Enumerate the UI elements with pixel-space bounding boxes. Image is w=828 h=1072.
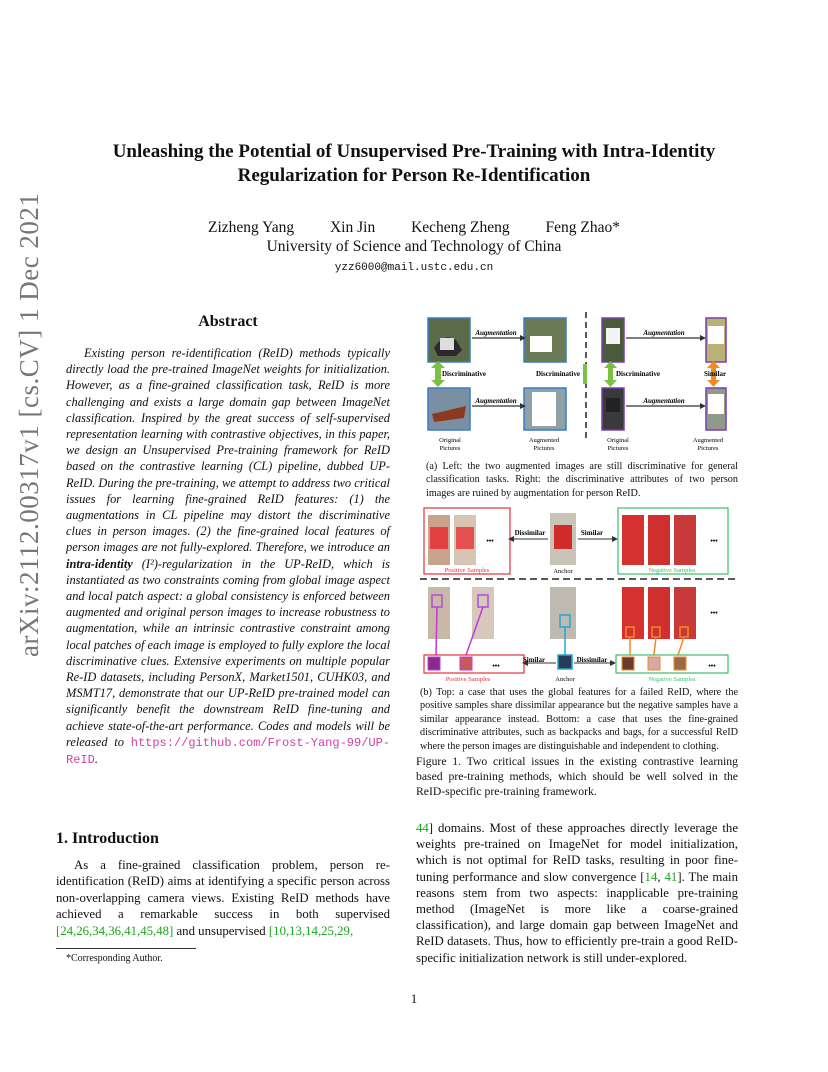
author: Kecheng Zheng — [411, 219, 510, 236]
svg-text:Negative Samples: Negative Samples — [648, 676, 696, 683]
abstract-heading: Abstract — [198, 313, 258, 330]
positive-label: Positive Samples — [444, 567, 490, 574]
svg-text:Similar: Similar — [522, 656, 546, 664]
svg-text:Similar: Similar — [580, 529, 604, 537]
arxiv-id: arXiv:2112.00317v1 [cs.CV] 1 Dec 2021 — [14, 192, 44, 657]
footnote-rule — [56, 948, 196, 949]
svg-text:Dissimilar: Dissimilar — [576, 656, 608, 664]
svg-text:•••: ••• — [710, 537, 718, 545]
citation[interactable]: [24,26,34,36,41,45,48] — [56, 923, 174, 938]
author: Feng Zhao* — [545, 219, 620, 236]
figure-1a — [416, 310, 738, 460]
svg-text:Augmentation: Augmentation — [643, 329, 685, 337]
svg-text:Discriminative: Discriminative — [616, 370, 660, 378]
code-link[interactable]: https://github.com/Frost-Yang-99/UP-ReID — [66, 735, 390, 768]
svg-text:•••: ••• — [708, 662, 716, 670]
svg-text:Augmented: Augmented — [692, 437, 724, 444]
author: Zizheng Yang — [208, 219, 295, 236]
arxiv-stamp — [0, 0, 52, 1072]
anchor-label: Anchor — [553, 568, 573, 575]
right-column-text: 44] domains. Most of these approaches directly leverage the weights pre-trained on ImageNet for model initialization, which is not optimal for ReID tasks, resulting in poor fine-tuning performance and slow convergence [14, 41]. The main reasons stem from two aspects: inapplicable pre-training method (ImageNet is more like a coarse-grained classification), and large domain gap between ImageNet and ReID datasets. Thus, how to efficiently pre-train a good ReID-specific initialization network is still under-explored. — [416, 821, 738, 965]
similar-label: Similar — [704, 370, 727, 378]
augmentation-label: Augmentation — [475, 329, 517, 337]
discriminative-label: Discriminative — [536, 370, 580, 378]
svg-text:Anchor: Anchor — [555, 676, 575, 683]
intro-heading: 1. Introduction — [56, 830, 159, 847]
email[interactable]: yzz6000@mail.ustc.edu.cn — [334, 262, 494, 274]
augmented-label: Augmented — [528, 437, 560, 444]
svg-text:•••: ••• — [492, 662, 500, 670]
figure-1b — [416, 505, 738, 685]
svg-text:Pictures: Pictures — [533, 445, 555, 452]
svg-text:Augmentation: Augmentation — [643, 397, 685, 405]
svg-text:Pictures: Pictures — [697, 445, 719, 452]
svg-text:•••: ••• — [486, 537, 494, 545]
bold-term: intra-identity — [66, 556, 133, 571]
paper-title: Unleashing the Potential of Unsupervised Pre-Training with Intra-Identity Regularization for Person Re-Identification — [112, 141, 716, 186]
citation[interactable]: 44 — [416, 821, 429, 835]
citation[interactable]: [10,13,14,25,29, — [268, 923, 354, 938]
caption-b: (b) Top: a case that uses the global features for a failed ReID, where the positive samples share dissimilar appearance but the negative samples have a similar appearance instead. Bottom: a case that uses the fine-grained discriminative attributes, such as backpacks and bags, for a successful ReID where the person images are distinguishable and independent to clothing. — [420, 687, 738, 752]
svg-text:Original: Original — [607, 437, 629, 444]
citation[interactable]: 14 — [644, 869, 658, 884]
author-list — [60, 219, 768, 237]
discriminative-label: Discriminative — [442, 370, 486, 378]
intro-body: As a fine-grained classification problem, person re-identification (ReID) aims at identifying a specific person across non-overlapping camera views. Existing ReID methods have achieved a remarkable success in both supervised [24,26,34,36,41,45,48] and unsupervised [10,13,14,25,29, — [56, 858, 390, 938]
page-number: 1 — [410, 991, 418, 1006]
svg-text:Positive Samples: Positive Samples — [445, 676, 491, 683]
footnote: *Corresponding Author. — [66, 953, 163, 964]
affiliation: University of Science and Technology of China — [266, 238, 562, 255]
negative-label: Negative Samples — [648, 567, 696, 574]
svg-text:Pictures: Pictures — [439, 445, 461, 452]
figure-caption: Figure 1. Two critical issues in the existing contrastive learning based pre-training methods, which should be well solved in the ReID-specific pre-training framework. — [416, 755, 738, 798]
caption-a: (a) Left: the two augmented images are still discriminative for general classification tasks. Right: the discriminative attributes of two person images are ruined by augmentation for person ReID. — [426, 461, 738, 499]
author: Xin Jin — [329, 219, 376, 236]
svg-text:•••: ••• — [710, 609, 718, 617]
dissimilar-label: Dissimilar — [514, 529, 546, 537]
svg-text:Pictures: Pictures — [607, 445, 629, 452]
citation[interactable]: 41 — [664, 869, 678, 884]
augmentation-label: Augmentation — [475, 397, 517, 405]
original-label: Original — [439, 437, 461, 444]
abstract-body: Existing person re-identification (ReID) methods typically directly load the pre-trained ImageNet weights for initialization. However, as a fine-grained classification task, ReID is more challenging and exists a large domain gap between ImageNet classification. Inspired by the great success of self-supervised representation learning with contrastive objectives, in this paper, we design an Unsupervised Pre-training framework for ReID based on the contrastive learning (CL) pipeline, dubbed UP-ReID. During the pre-training, we attempt to address two critical issues for learning fine-grained ReID features: (1) the augmentations in CL pipeline may distort the discriminative clues in person images. (2) the fine-grained local features of person images are not fully-explored. Therefore, we introduce an intra-identity (I²)-regularization in the UP-ReID, which is instantiated as two constraints coming from global image aspect and local patch aspect: a global consistency is enforced between augmented and original person images to increase robustness to augmentation, while an intrinsic contrastive constraint among local patches of each image is employed to fully explore the local discriminative clues. Extensive experiments on multiple popular Re-ID datasets, including PersonX, Market1501, CUHK03, and MSMT17, demonstrate that our UP-ReID pre-trained model can significantly benefit the downstream ReID fine-tuning and achieve state-of-the-art performance. Codes and models will be released to https://github.com/Frost-Yang-99/UP-ReID. — [66, 346, 391, 768]
